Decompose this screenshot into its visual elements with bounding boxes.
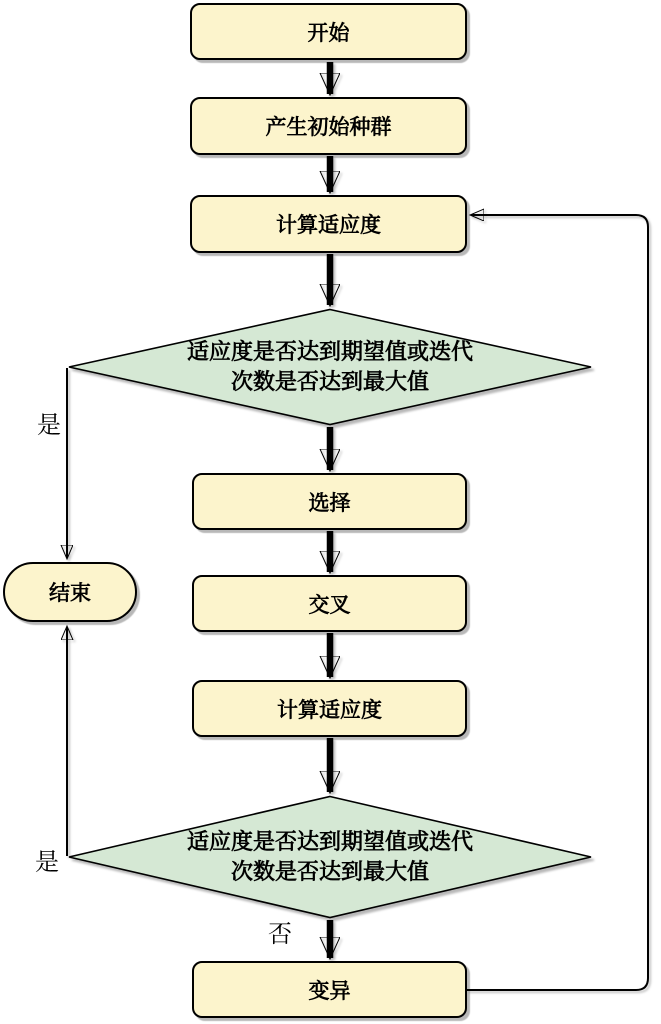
- node-decision-2-label: [187, 827, 473, 886]
- node-crossover-label: 交叉: [308, 593, 351, 617]
- decision-1-line-2: 次数是否达到最大值: [230, 369, 429, 394]
- edge-label-yes-2: 是: [35, 849, 59, 876]
- node-mutation-label: 变异: [308, 979, 351, 1003]
- node-end-label: 结束: [49, 582, 91, 605]
- node-end: [3, 562, 137, 622]
- node-compute-fitness-1: [190, 195, 467, 253]
- decision-2-line-2: 次数是否达到最大值: [230, 859, 429, 884]
- node-decision-1: [67, 308, 593, 426]
- node-compute-fitness-2-label: 计算适应度: [277, 698, 382, 722]
- node-decision-2: [67, 795, 593, 919]
- node-mutation: [192, 961, 467, 1018]
- node-init-population: [190, 97, 467, 155]
- node-compute-fitness-2: [192, 680, 467, 737]
- node-selection-label: 选择: [308, 491, 351, 515]
- node-selection: [192, 473, 467, 530]
- node-compute-fitness-1-label: 计算适应度: [276, 214, 381, 237]
- node-start: [190, 3, 467, 60]
- node-crossover: [192, 575, 467, 632]
- decision-2-line-1: 适应度是否达到期望值或迭代: [186, 829, 473, 855]
- node-start-label: 开始: [307, 21, 350, 45]
- edge-label-no: 否: [268, 921, 292, 948]
- decision-1-line-1: 适应度是否达到期望值或迭代: [186, 339, 473, 365]
- edge-label-yes-1: 是: [37, 412, 61, 439]
- node-init-population-label: 产生初始种群: [265, 116, 392, 139]
- node-decision-1-label: [187, 337, 473, 396]
